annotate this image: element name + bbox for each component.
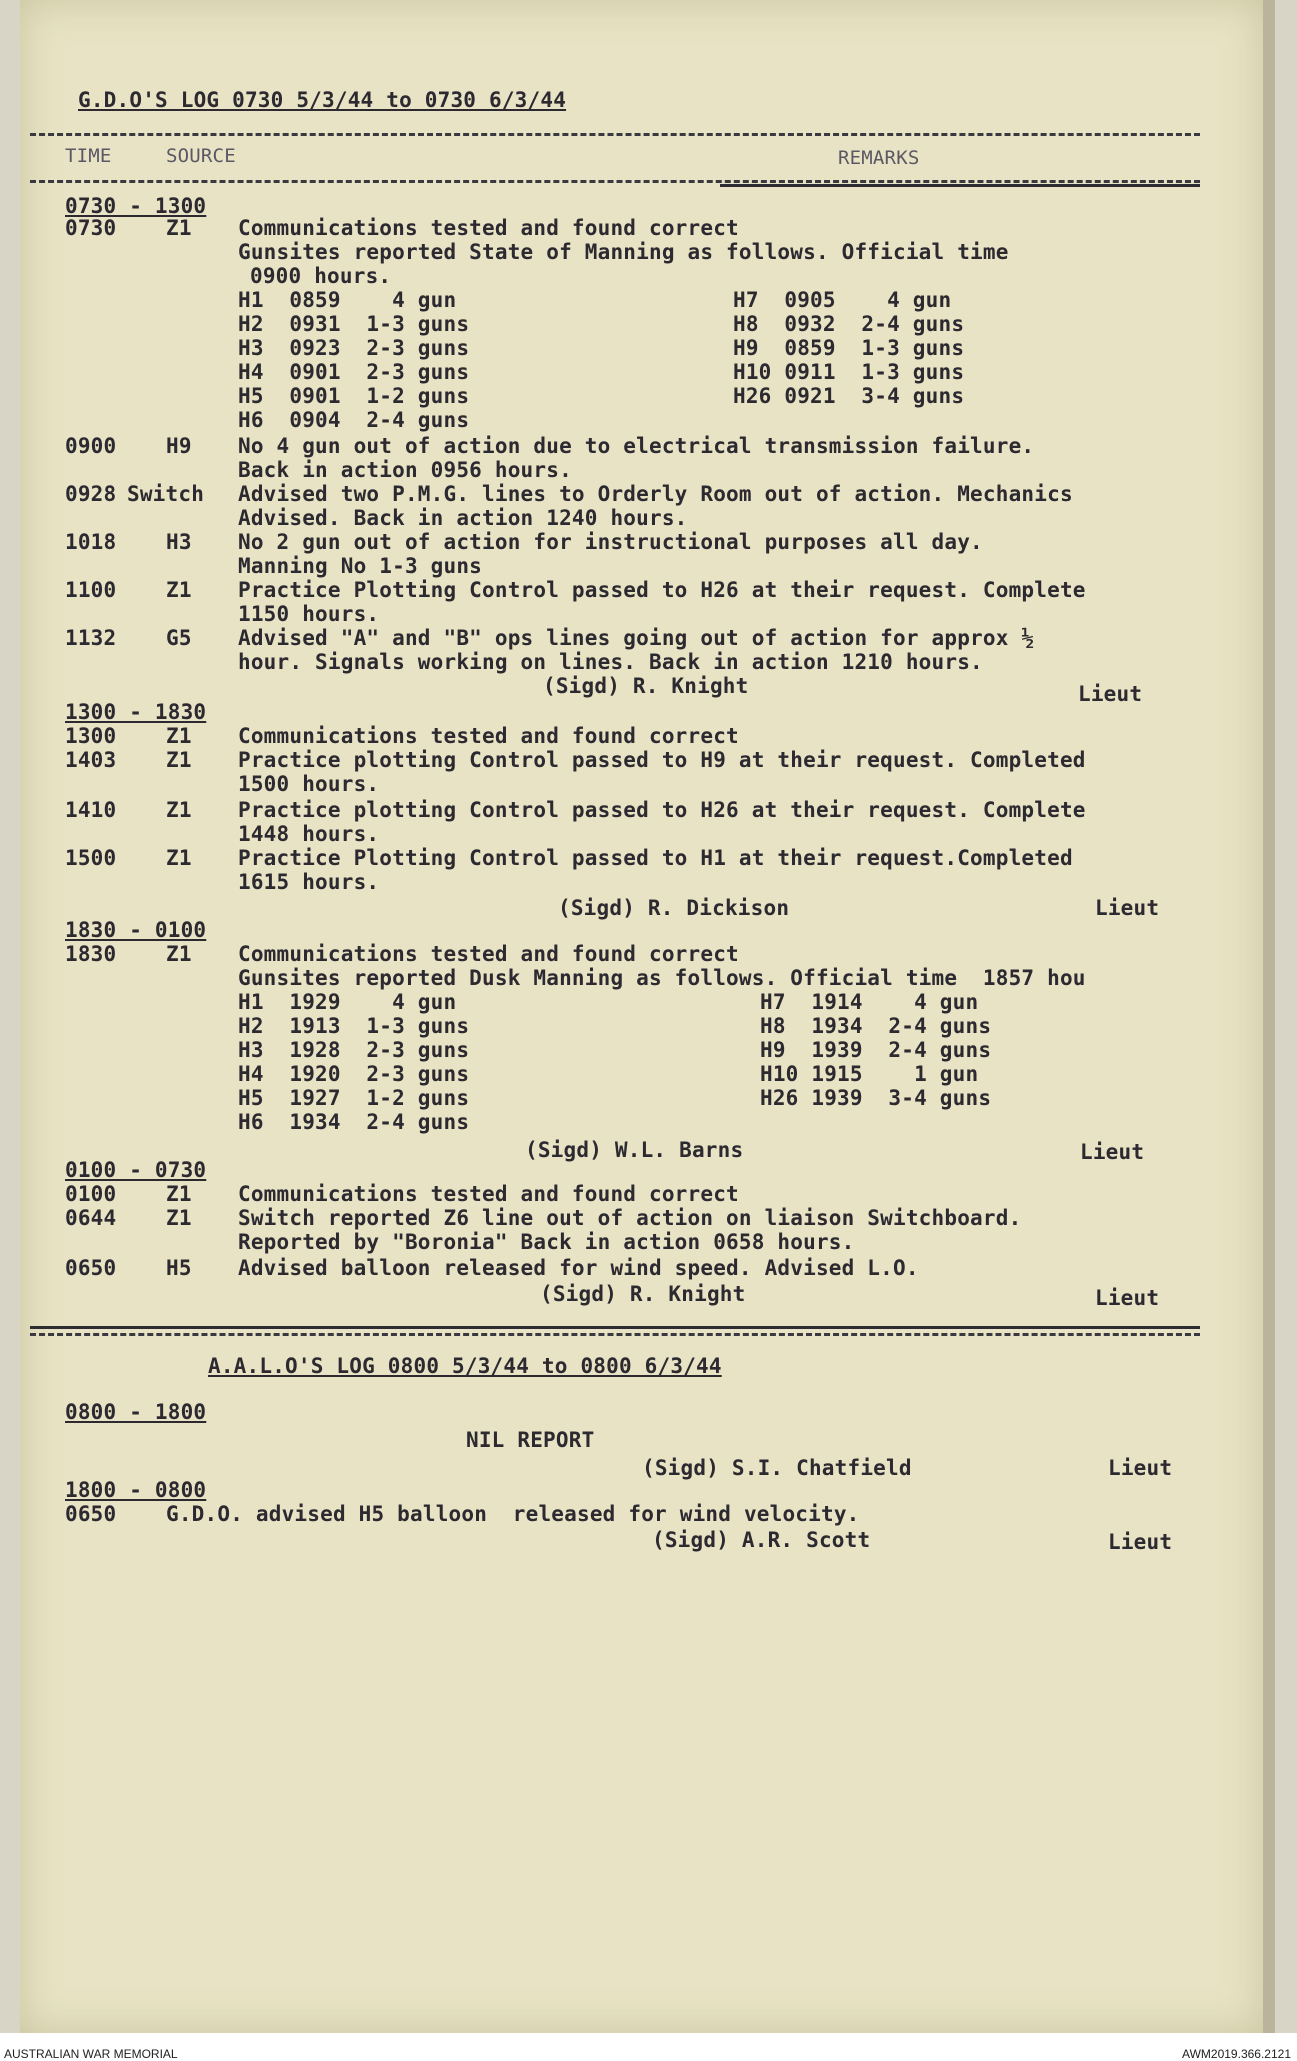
manning-row: H2 0931 1-3 guns	[238, 312, 470, 336]
log-source: Z1	[166, 798, 192, 822]
log-remark: Advised two P.M.G. lines to Orderly Room out of action. Mechanics	[238, 482, 1073, 506]
signature: (Sigd) S.I. Chatfield	[642, 1456, 912, 1480]
signature: (Sigd) R. Knight	[540, 1282, 746, 1306]
log-time: 0644	[65, 1206, 117, 1230]
log-time: 1830	[65, 942, 117, 966]
log-time: 0928	[65, 482, 117, 506]
header-source: SOURCE	[166, 145, 236, 167]
log-remark: No 4 gun out of action due to electrical transmission failure.	[238, 434, 1035, 458]
log-remark: 1500 hours.	[238, 772, 380, 796]
log-remark: G.D.O. advised H5 balloon released for wind velocity.	[166, 1502, 860, 1526]
log-remark: 1615 hours.	[238, 870, 380, 894]
manning-row: H26 0921 3-4 guns	[733, 384, 965, 408]
manning-row: H5 0901 1-2 guns	[238, 384, 470, 408]
log-remark: hour. Signals working on lines. Back in action 1210 hours.	[238, 650, 983, 674]
period-label: 1800 - 0800	[65, 1478, 207, 1502]
manning-row: H5 1927 1-2 guns	[238, 1086, 470, 1110]
gdo-log-title: G.D.O'S LOG 0730 5/3/44 to 0730 6/3/44	[78, 88, 567, 112]
log-time: 0100	[65, 1182, 117, 1206]
log-source: Z1	[166, 724, 192, 748]
log-remark: Practice Plotting Control passed to H26 at their request. Complete	[238, 578, 1086, 602]
rank: Lieut	[1095, 1286, 1160, 1310]
manning-row: H26 1939 3-4 guns	[760, 1086, 992, 1110]
manning-row: H1 0859 4 gun	[238, 288, 457, 312]
manning-row: H2 1913 1-3 guns	[238, 1014, 470, 1038]
log-time: 1132	[65, 626, 117, 650]
signature: (Sigd) A.R. Scott	[652, 1528, 871, 1552]
period-label: 0730 - 1300	[65, 194, 207, 218]
period-label: 1830 - 0100	[65, 918, 207, 942]
log-source: Z1	[166, 216, 192, 240]
divider	[720, 184, 1200, 187]
log-remark: Reported by "Boronia" Back in action 0658 hours.	[238, 1230, 855, 1254]
log-remark: Back in action 0956 hours.	[238, 458, 572, 482]
divider	[30, 1326, 1200, 1329]
manning-row: H8 0932 2-4 guns	[733, 312, 965, 336]
log-source: Z1	[166, 1206, 192, 1230]
manning-row: H6 0904 2-4 guns	[238, 408, 470, 432]
manning-row: H8 1934 2-4 guns	[760, 1014, 992, 1038]
signature: (Sigd) R. Knight	[543, 674, 749, 698]
manning-row: H4 0901 2-3 guns	[238, 360, 470, 384]
footer-source: AUSTRALIAN WAR MEMORIAL	[4, 2047, 178, 2061]
divider	[30, 133, 1200, 136]
period-label: 0100 - 0730	[65, 1158, 207, 1182]
manning-row: H3 1928 2-3 guns	[238, 1038, 470, 1062]
log-time: 0730	[65, 216, 117, 240]
manning-row: H9 1939 2-4 guns	[760, 1038, 992, 1062]
log-remark: Communications tested and found correct	[238, 1182, 739, 1206]
divider	[30, 1333, 1200, 1336]
manning-row: H6 1934 2-4 guns	[238, 1110, 470, 1134]
footer-bar	[0, 2033, 1297, 2061]
signature: (Sigd) W.L. Barns	[525, 1138, 744, 1162]
log-remark: Advised. Back in action 1240 hours.	[238, 506, 688, 530]
signature: (Sigd) R. Dickison	[558, 896, 790, 920]
rank: Lieut	[1078, 682, 1143, 706]
log-source: Z1	[166, 846, 192, 870]
manning-row: H10 0911 1-3 guns	[733, 360, 965, 384]
log-remark: Communications tested and found correct	[238, 942, 739, 966]
header-remarks: REMARKS	[838, 147, 920, 169]
footer-item-id: AWM2019.366.2121	[1182, 2047, 1291, 2061]
log-time: 1403	[65, 748, 117, 772]
aalo-log-title: A.A.L.O'S LOG 0800 5/3/44 to 0800 6/3/44	[208, 1354, 722, 1378]
manning-row: H10 1915 1 gun	[760, 1062, 979, 1086]
log-time: 0900	[65, 434, 117, 458]
log-source: H9	[166, 434, 192, 458]
log-source: G5	[166, 626, 192, 650]
log-remark: Communications tested and found correct	[238, 724, 739, 748]
log-source: Z1	[166, 942, 192, 966]
log-remark: Manning No 1-3 guns	[238, 554, 483, 578]
log-remark: Advised "A" and "B" ops lines going out of action for approx ½	[238, 626, 1035, 650]
log-time: 0650	[65, 1502, 117, 1526]
log-remark: Practice plotting Control passed to H26 at their request. Complete	[238, 798, 1086, 822]
log-remark: Practice plotting Control passed to H9 at their request. Completed	[238, 748, 1086, 772]
log-remark: No 2 gun out of action for instructional purposes all day.	[238, 530, 983, 554]
rank: Lieut	[1095, 896, 1160, 920]
paper-edge	[1263, 0, 1275, 2033]
rank: Lieut	[1108, 1456, 1173, 1480]
log-time: 1300	[65, 724, 117, 748]
log-source: Z1	[166, 578, 192, 602]
divider	[30, 180, 1200, 183]
manning-row: H3 0923 2-3 guns	[238, 336, 470, 360]
log-time: 0650	[65, 1256, 117, 1280]
rank: Lieut	[1080, 1140, 1145, 1164]
period-label: 0800 - 1800	[65, 1400, 207, 1424]
log-remark: 0900 hours.	[250, 264, 392, 288]
log-remark: 1150 hours.	[238, 602, 380, 626]
log-source: Switch	[127, 482, 205, 506]
document-page	[20, 0, 1263, 2033]
log-time: 1500	[65, 846, 117, 870]
log-remark: Advised balloon released for wind speed. Advised L.O.	[238, 1256, 919, 1280]
period-label: 1300 - 1830	[65, 700, 207, 724]
log-source: Z1	[166, 748, 192, 772]
header-time: TIME	[65, 145, 112, 167]
log-time: 1410	[65, 798, 117, 822]
manning-row: H1 1929 4 gun	[238, 990, 457, 1014]
log-source: H5	[166, 1256, 192, 1280]
log-remark: Gunsites reported State of Manning as follows. Official time	[238, 240, 1009, 264]
log-remark: Switch reported Z6 line out of action on liaison Switchboard.	[238, 1206, 1022, 1230]
log-time: 1100	[65, 578, 117, 602]
log-time: 1018	[65, 530, 117, 554]
manning-row: H7 0905 4 gun	[733, 288, 952, 312]
rank: Lieut	[1108, 1530, 1173, 1554]
log-remark: NIL REPORT	[466, 1428, 595, 1452]
manning-row: H4 1920 2-3 guns	[238, 1062, 470, 1086]
log-remark: Practice Plotting Control passed to H1 at their request.Completed	[238, 846, 1073, 870]
log-remark: Communications tested and found correct	[238, 216, 739, 240]
manning-row: H7 1914 4 gun	[760, 990, 979, 1014]
log-source: Z1	[166, 1182, 192, 1206]
log-source: H3	[166, 530, 192, 554]
manning-row: H9 0859 1-3 guns	[733, 336, 965, 360]
log-remark: Gunsites reported Dusk Manning as follows. Official time 1857 hou	[238, 966, 1086, 990]
log-remark: 1448 hours.	[238, 822, 380, 846]
